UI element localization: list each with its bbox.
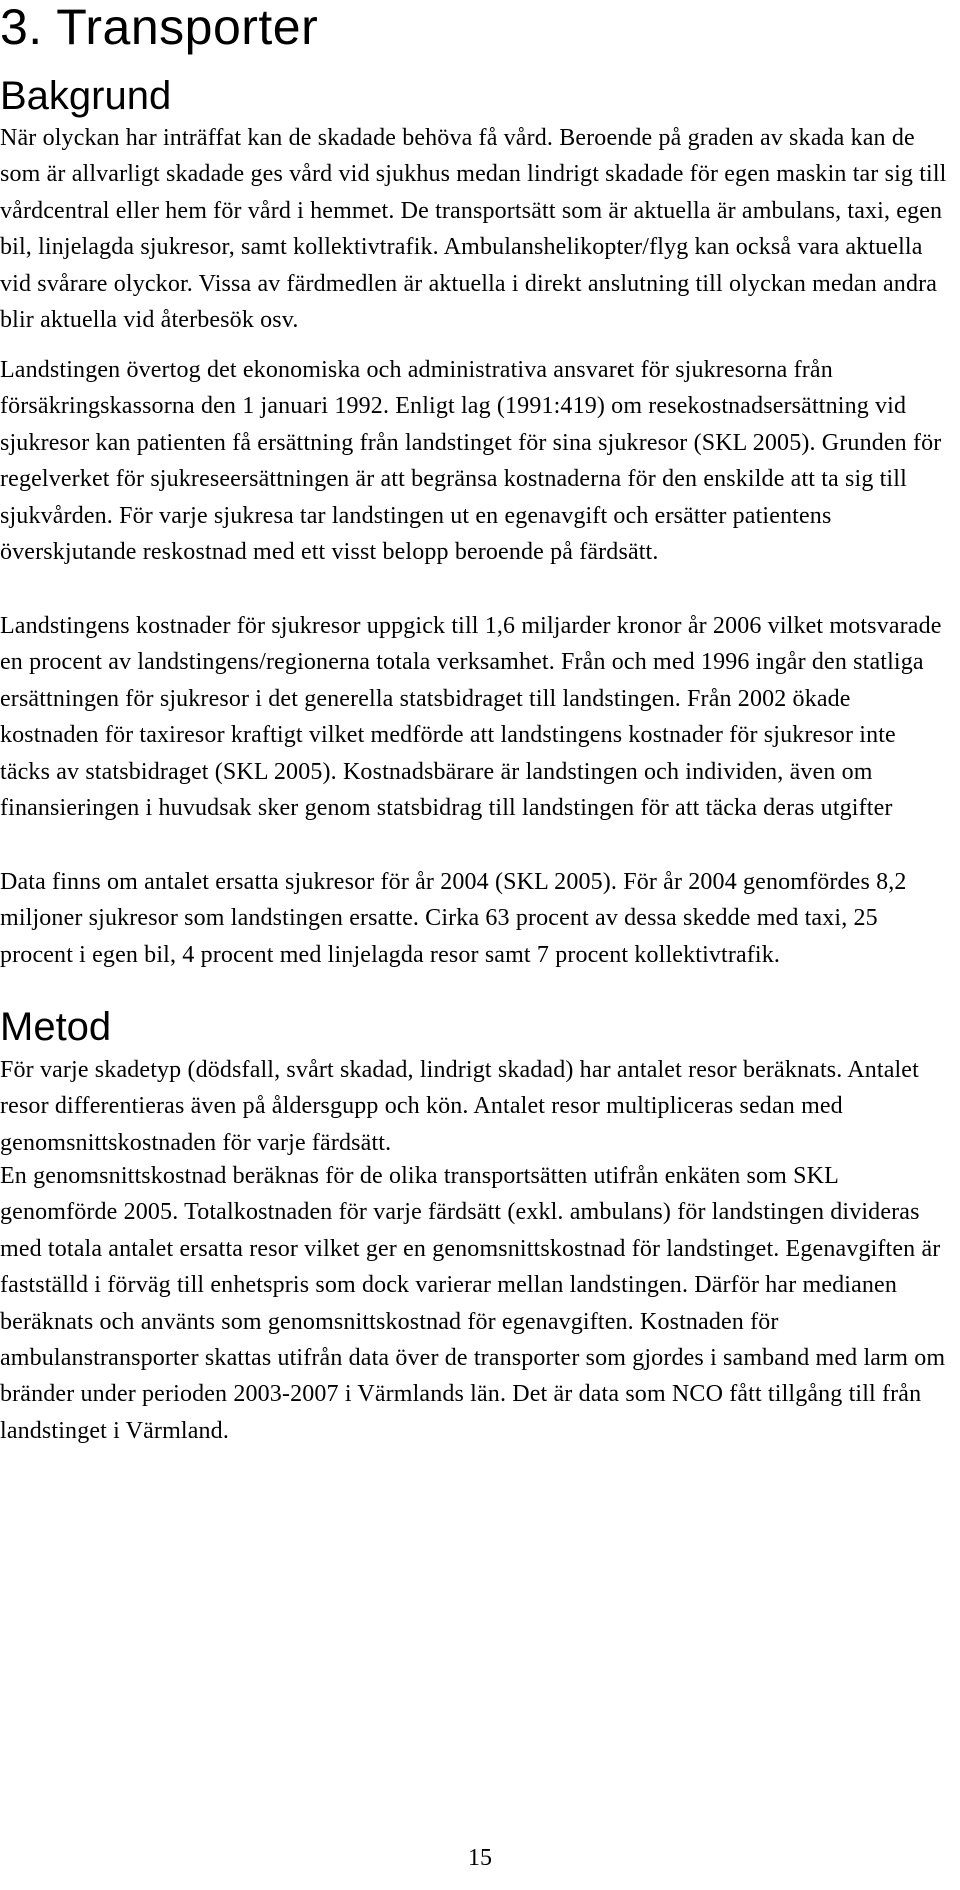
paragraph: När olyckan har inträffat kan de skadade behöva få vård. Beroende på graden av skada kan de som är allvarligt skadade ges vård vid sjukhus medan lindrigt skadade för egen maskin tar sig till vårdcentral eller hem för vård i hemmet. De transportsätt som är aktuella är ambulans, taxi, egen bil, linjelagda sjukresor, samt kollektivtrafik. Ambulanshelikopter/flyg kan också vara aktuella vid svårare olyckor. Vissa av färdmedlen är aktuella i direkt anslutning till olyckan medan andra blir aktuella vid återbesök osv.: [0, 125, 947, 334]
paragraph: En genomsnittskostnad beräknas för de olika transportsätten utifrån enkäten som SKL genomförde 2005. Totalkostnaden för varje färdsätt (exkl. ambulans) för landstingen divideras med totala antalet ersatta resor vilket ger en genomsnittskostnad för landstinget. Egenavgiften är fastställd i förväg till enhetspris som dock varierar mellan landstingen. Därför har medianen beräknats och använts som genomsnittskostnad för egenavgiften. Kostnaden för ambulanstransporter skattas utifrån data över de transporter som gjordes i samband med larm om bränder under perioden 2003-2007 i Värmlands län. Det är data som NCO fått tillgång till från landstinget i Värmland.: [0, 1163, 946, 1444]
chapter-title: 3. Transporter: [0, 0, 319, 55]
page-number: 15: [468, 1845, 492, 1871]
section-heading-bakgrund: Bakgrund: [0, 74, 172, 118]
paragraph: Data finns om antalet ersatta sjukresor för år 2004 (SKL 2005). För år 2004 genomfördes 8,2 miljoner sjukresor som landstingen ersatte. Cirka 63 procent av dessa skedde med taxi, 25 procent i egen bil, 4 procent med linjelagda resor samt 7 procent kollektivtrafik.: [0, 869, 907, 968]
paragraph: Landstingens kostnader för sjukresor uppgick till 1,6 miljarder kronor år 2006 vilket motsvarade en procent av landstingens/regionerna totala verksamhet. Från och med 1996 ingår den statliga ersättningen för sjukresor i det generella statsbidraget till landstingen. Från 2002 ökade kostnaden för taxiresor kraftigt vilket medförde att landstingens kostnader för sjukresor inte täcks av statsbidraget (SKL 2005). Kostnadsbärare är landstingen och individen, även om finansieringen i huvudsak sker genom statsbidrag till landstingen för att täcka deras utgifter: [0, 613, 942, 822]
paragraph: Landstingen övertog det ekonomiska och administrativa ansvaret för sjukresorna från försäkringskassorna den 1 januari 1992. Enligt lag (1991:419) om resekostnadsersättning vid sjukresor kan patienten få ersättning från landstinget för sina sjukresor (SKL 2005). Grunden för regelverket för sjukreseersättningen är att begränsa kostnaderna för den enskilde att ta sig till sjukvården. För varje sjukresa tar landstingen ut en egenavgift och ersätter patientens överskjutande reskostnad med ett visst belopp beroende på färdsätt.: [0, 357, 942, 566]
section-heading-metod: Metod: [0, 1005, 112, 1049]
paragraph: För varje skadetyp (dödsfall, svårt skadad, lindrigt skadad) har antalet resor beräknats. Antalet resor differentieras även på åldersgupp och kön. Antalet resor multipliceras sedan med genomsnittskostnaden för varje färdsätt.: [0, 1057, 919, 1156]
